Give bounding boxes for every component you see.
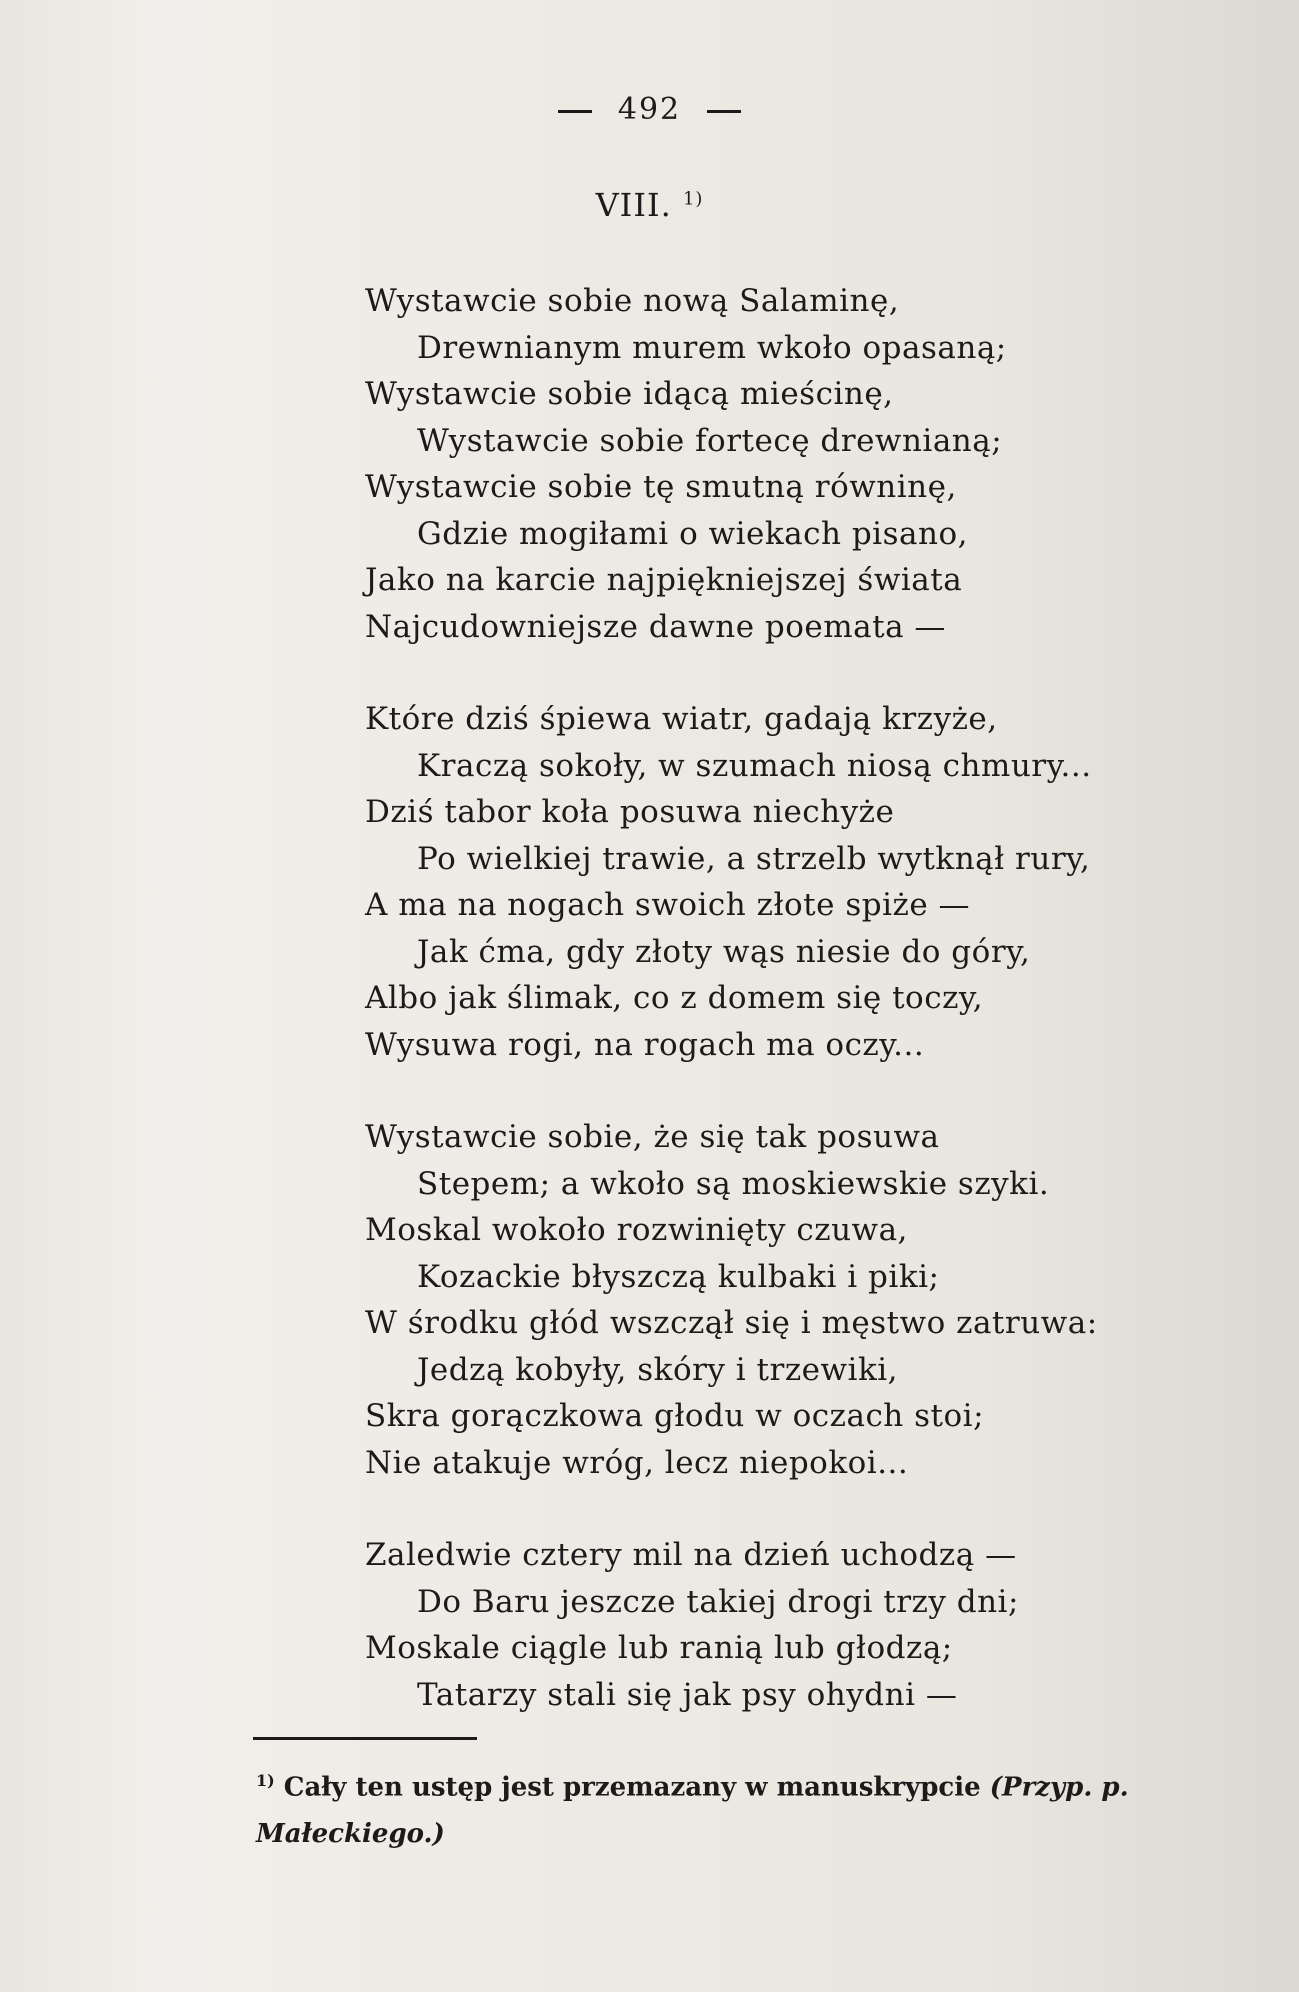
footnote-citation: (Przyp. p. Małeckiego.): [256, 1772, 1129, 1849]
poem-line: Wystawcie sobie idącą mieścinę,: [365, 376, 894, 412]
poem-line: Tatarzy stali się jak psy ohydni —: [417, 1676, 958, 1713]
poem-line: Moskale ciągle lub ranią lub głodzą;: [365, 1630, 953, 1666]
poem-line: Kraczą sokoły, w szumach niosą chmury...: [417, 747, 1092, 784]
stanza: [365, 1532, 1245, 1718]
poem-line: Najcudowniejsze dawne poemata —: [365, 608, 946, 645]
poem-line: Kozackie błyszczą kulbaki i piki;: [417, 1258, 940, 1295]
poem-line: Jak ćma, gdy złoty wąs niesie do góry,: [417, 933, 1031, 970]
poem-line: Wystawcie sobie, że się tak posuwa: [365, 1119, 940, 1155]
header-dash-right: [707, 110, 741, 113]
poem-line: Moskal wokoło rozwinięty czuwa,: [365, 1212, 908, 1248]
stanza: [365, 278, 1245, 650]
poem-line: Wystawcie sobie fortecę drewnianą;: [417, 422, 1003, 459]
poem-body: [365, 278, 1245, 1764]
poem-line: Skra gorączkowa głodu w oczach stoi;: [365, 1398, 985, 1434]
poem-line: Wysuwa rogi, na rogach ma oczy...: [365, 1026, 925, 1063]
poem-line: A ma na nogach swoich złote spiże —: [365, 887, 971, 923]
poem-line: Stepem; a wkoło są moskiewskie szyki.: [417, 1165, 1050, 1202]
poem-line: Nie atakuje wróg, lecz niepokoi...: [365, 1444, 909, 1481]
poem-line: Wystawcie sobie nową Salaminę,: [365, 283, 900, 319]
poem-line: Zaledwie cztery mil na dzień uchodzą —: [365, 1537, 1017, 1573]
poem-line: Wystawcie sobie tę smutną równinę,: [365, 469, 957, 505]
page-header: [0, 92, 1299, 127]
poem-line: Które dziś śpiewa wiatr, gadają krzyże,: [365, 701, 998, 737]
footnote-text: Cały ten ustęp jest przemazany w manuskrypcie: [283, 1772, 981, 1803]
poem-line: W środku głód wszczął się i męstwo zatruwa:: [365, 1305, 1098, 1341]
section-footnote-marker: 1): [682, 188, 704, 210]
poem-line: Drewnianym murem wkoło opasaną;: [417, 329, 1007, 366]
stanza: [365, 1114, 1245, 1486]
footnote-marker: 1): [256, 1771, 275, 1790]
poem-line: Jako na karcie najpiękniejszej świata: [365, 562, 963, 598]
stanza: [365, 696, 1245, 1068]
section-title: [0, 186, 1299, 224]
footnote: [256, 1758, 1246, 1857]
header-dash-left: [558, 110, 592, 113]
poem-line: Po wielkiej trawie, a strzelb wytknął rury,: [417, 840, 1091, 877]
section-number: VIII.: [595, 186, 672, 224]
poem-line: Gdzie mogiłami o wiekach pisano,: [417, 515, 968, 552]
page-number: 492: [617, 92, 682, 127]
poem-line: Dziś tabor koła posuwa niechyże: [365, 794, 895, 830]
footnote-divider: [253, 1737, 477, 1740]
poem-line: Jedzą kobyły, skóry i trzewiki,: [417, 1351, 899, 1388]
poem-line: Albo jak ślimak, co z domem się toczy,: [365, 980, 984, 1016]
poem-line: Do Baru jeszcze takiej drogi trzy dni;: [417, 1583, 1019, 1620]
